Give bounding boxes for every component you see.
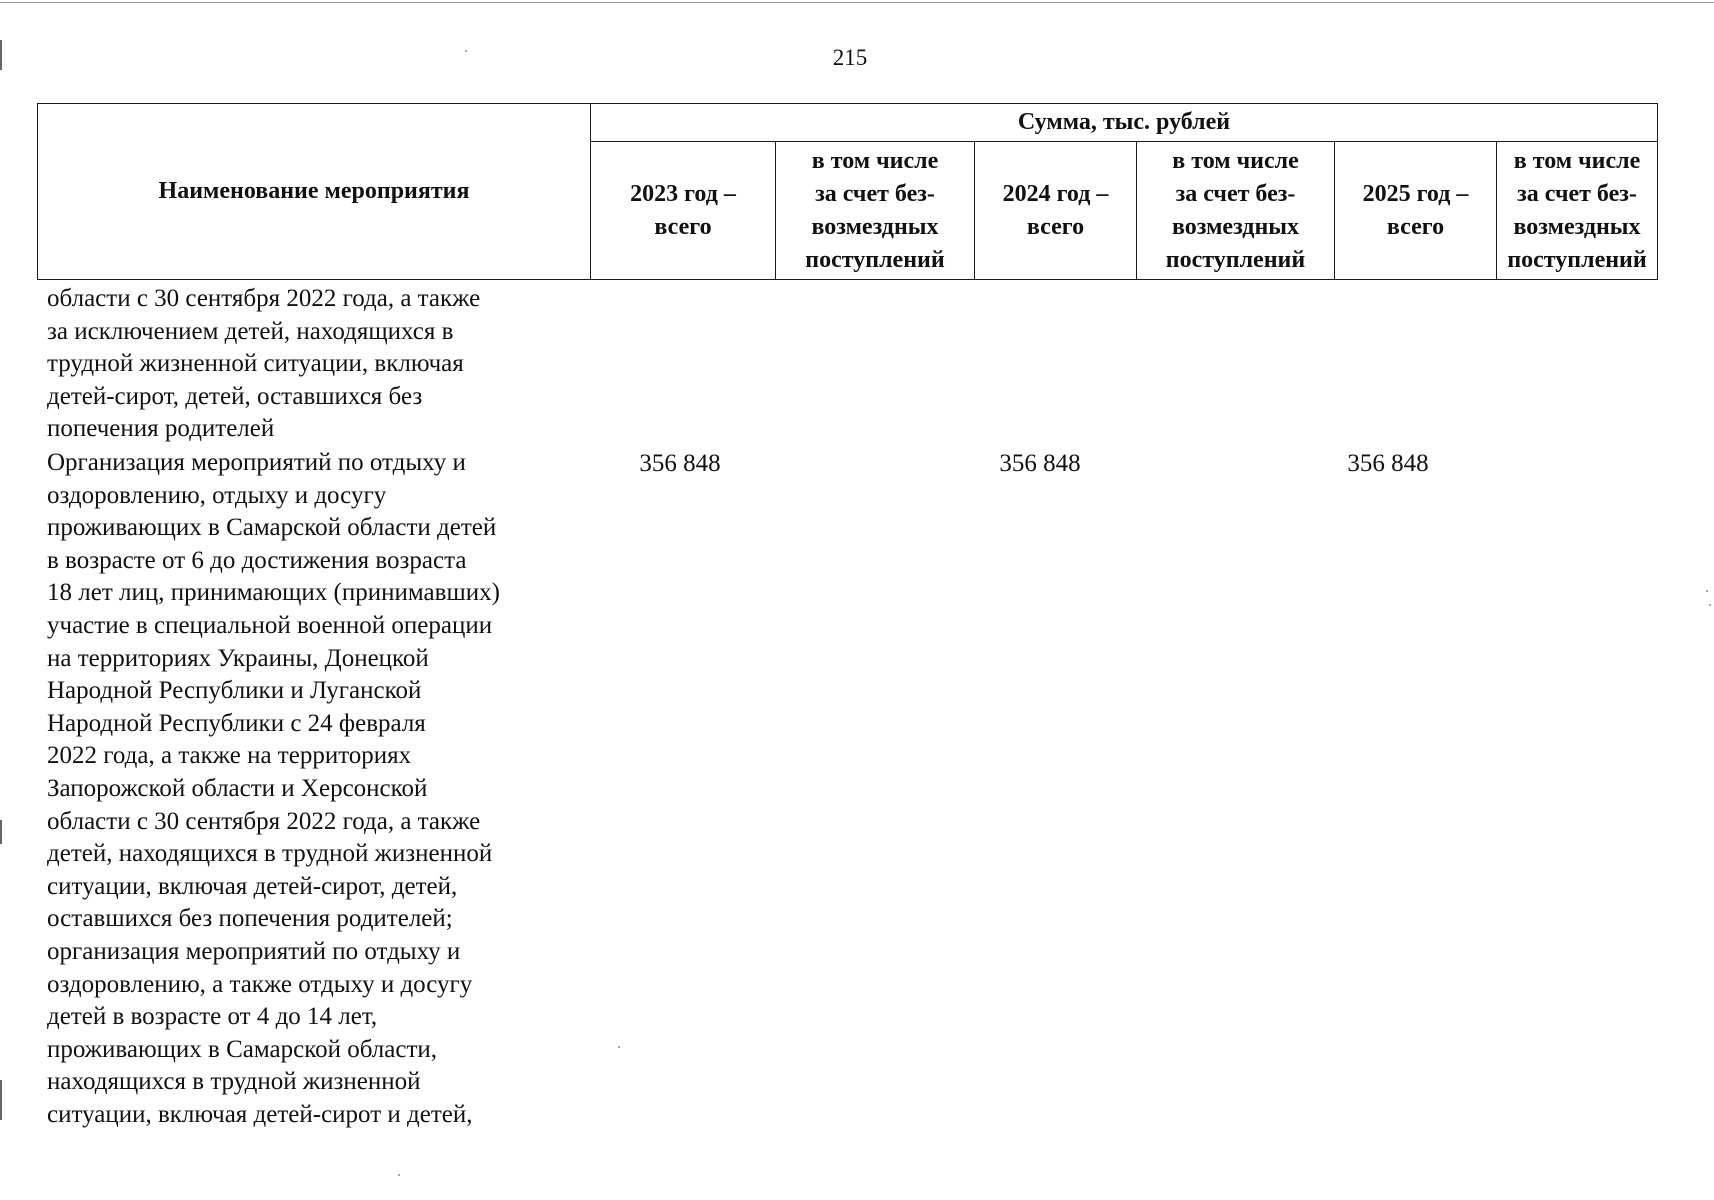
column-header-2025-gratuitous: в том числе за счет без- возмездных поступлений xyxy=(1497,142,1658,280)
column-header-2025-total: 2025 год – всего xyxy=(1335,142,1497,280)
text-line: ситуации, включая детей-сирот, детей, xyxy=(47,872,458,900)
scan-edge-mark xyxy=(0,40,2,70)
text-line: на территориях Украины, Донецкой xyxy=(47,644,429,672)
continuation-text xyxy=(47,283,577,446)
text-line: оздоровлению, отдыху и досугу xyxy=(47,481,387,509)
text-line: Народной Республики с 24 февраля xyxy=(47,709,426,737)
column-header-2024-total: 2024 год – всего xyxy=(975,142,1137,280)
text-line: оставшихся без попечения родителей; xyxy=(47,905,453,933)
text-line: проживающих в Самарской области, xyxy=(47,1035,438,1063)
scan-edge-line xyxy=(0,2,1714,3)
text-line: находящихся в трудной жизненной xyxy=(47,1068,421,1096)
text-line: за исключением детей, находящихся в xyxy=(47,317,454,345)
text-line: области с 30 сентября 2022 года, а также xyxy=(47,285,481,312)
column-header-2024-gratuitous: в том числе за счет без- возмездных поступлений xyxy=(1137,142,1335,280)
scan-speck xyxy=(398,1174,400,1176)
text-line: детей-сирот, детей, оставшихся без xyxy=(47,382,423,410)
page-number: 215 xyxy=(832,45,868,70)
scan-speck xyxy=(465,50,467,52)
row-description xyxy=(47,447,577,1131)
text-line: Запорожской области и Херсонской xyxy=(47,774,428,802)
scan-speck xyxy=(1706,590,1708,592)
text-line: детей в возрасте от 4 до 14 лет, xyxy=(47,1003,378,1031)
text-line: организация мероприятий по отдыху и xyxy=(47,937,461,965)
column-header-2023-total: 2023 год – всего xyxy=(591,142,776,280)
scan-edge-mark xyxy=(0,1080,2,1120)
text-line: Организация мероприятий по отдыху и xyxy=(47,449,466,476)
text-line: области с 30 сентября 2022 года, а также xyxy=(47,807,481,835)
text-line: проживающих в Самарской области детей xyxy=(47,514,497,542)
column-header-name: Наименование мероприятия xyxy=(38,104,591,280)
value-2023-total: 356 848 xyxy=(639,450,721,477)
column-header-sum: Сумма, тыс. рублей xyxy=(591,104,1658,142)
text-line: 18 лет лиц, принимающих (принимавших) xyxy=(47,579,500,607)
text-line: 2022 года, а также на территориях xyxy=(47,742,412,770)
text-line: оздоровлению, а также отдыху и досугу xyxy=(47,970,473,998)
column-header-2023-gratuitous: в том числе за счет без- возмездных поступлений xyxy=(776,142,975,280)
text-line: попечения родителей xyxy=(47,415,275,443)
scan-speck xyxy=(1709,604,1711,606)
text-line: Народной Республики и Луганской xyxy=(47,677,422,705)
text-line: ситуации, включая детей-сирот и детей, xyxy=(47,1100,473,1128)
scan-edge-mark xyxy=(0,820,2,844)
scan-speck xyxy=(618,1046,620,1048)
table-header xyxy=(37,103,1658,280)
value-2024-total: 356 848 xyxy=(999,450,1081,477)
text-line: в возрасте от 6 до достижения возраста xyxy=(47,546,467,574)
text-line: участие в специальной военной операции xyxy=(47,611,493,639)
value-2025-total: 356 848 xyxy=(1347,450,1429,477)
text-line: трудной жизненной ситуации, включая xyxy=(47,350,464,378)
text-line: детей, находящихся в трудной жизненной xyxy=(47,840,493,868)
